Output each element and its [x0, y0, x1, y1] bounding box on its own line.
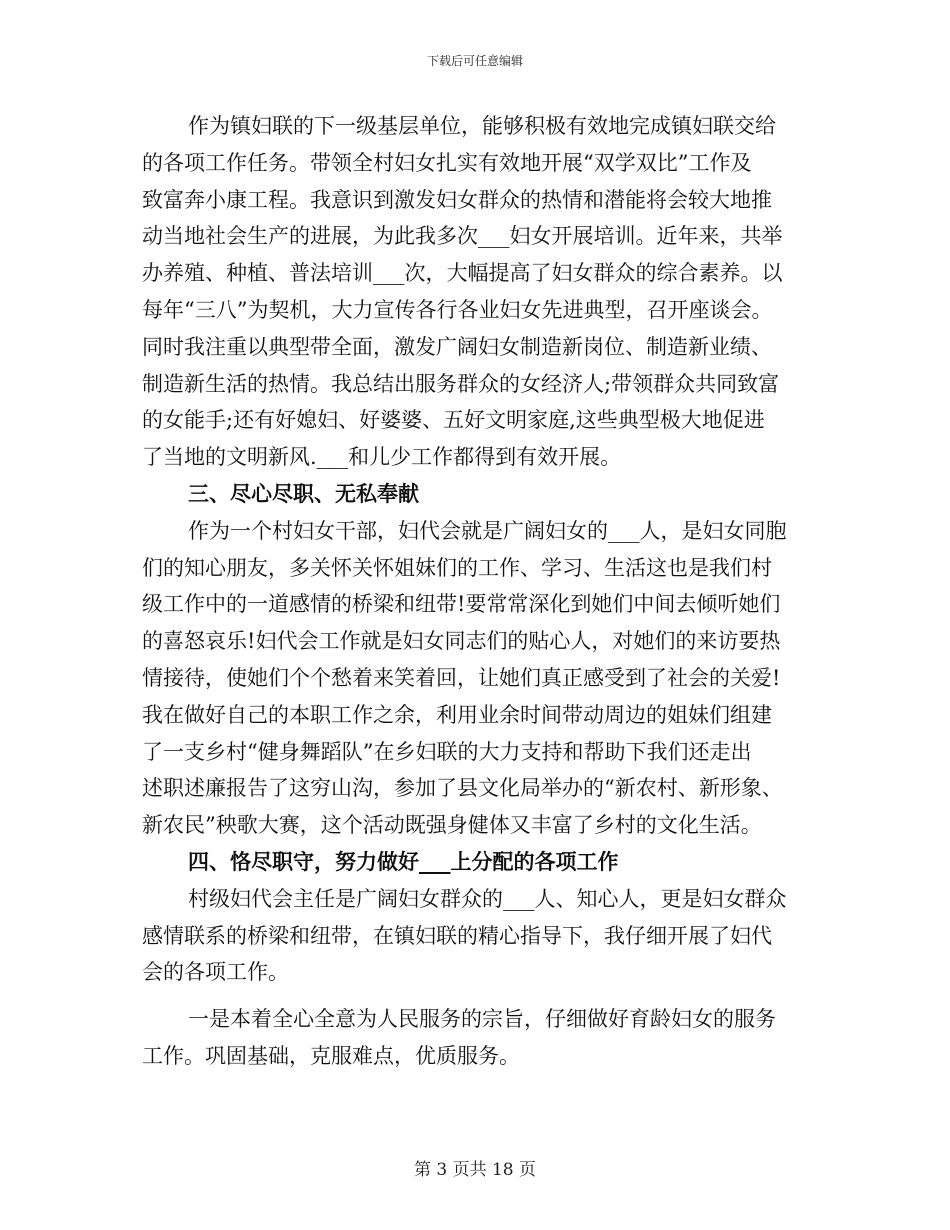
- text-line: 了一支乡村“健身舞蹈队”在乡妇联的大力支持和帮助下我们还走出: [142, 739, 752, 764]
- text-line: 感情联系的桥梁和纽带，在镇妇联的精心指导下，我仔细开展了妇代: [142, 923, 772, 948]
- text-line: 同时我注重以典型带全面，激发广阔妇女制造新岗位、制造新业绩、: [142, 334, 772, 359]
- text-line: 村级妇代会主任是广阔妇女群众的___人、知心人，更是妇女群众: [188, 886, 787, 911]
- text-line: 致富奔小康工程。我意识到激发妇女群众的热情和潜能将会较大地推: [142, 187, 772, 212]
- text-line: 我在做好自己的本职工作之余，利用业余时间带动周边的姐妹们组建: [142, 702, 772, 727]
- text-line: 一是本着全心全意为人民服务的宗旨，仔细做好育龄妇女的服务: [188, 1007, 776, 1032]
- text-line: 作为镇妇联的下一级基层单位，能够积极有效地完成镇妇联交给: [188, 114, 776, 138]
- text-line: 新农民”秧歌大赛，这个活动既强身健体又丰富了乡村的文化生活。: [142, 813, 762, 838]
- text-line: 动当地社会生产的进展，为此我多次___妇女开展培训。近年来，共举: [142, 224, 783, 249]
- text-line: 作为一个村妇女干部，妇代会就是广阔妇女的___人，是妇女同胞: [188, 518, 787, 543]
- text-line: 办养殖、种植、普法培训___次，大幅提高了妇女群众的综合素养。以: [142, 261, 783, 286]
- section-heading: 三、尽心尽职、无私奉献: [188, 481, 419, 506]
- text-line: 了当地的文明新风.___和儿少工作都得到有效开展。: [142, 445, 622, 470]
- section-heading: 四、恪尽职守，努力做好___上分配的各项工作: [188, 849, 619, 874]
- text-line: 工作。巩固基础，克服难点，优质服务。: [142, 1043, 520, 1068]
- text-line: 们的知心朋友，多关怀关怀姐妹们的工作、学习、生活这也是我们村: [142, 555, 772, 580]
- document-body: [142, 108, 810, 1075]
- text-line: 的女能手;还有好媳妇、好婆婆、五好文明家庭,这些典型极大地促进: [142, 408, 765, 433]
- paragraph-gap: [142, 991, 810, 1001]
- text-line: 情接待，使她们个个愁着来笑着回，让她们真正感受到了社会的关爱!: [142, 665, 781, 690]
- text-line: 级工作中的一道感情的桥梁和纽带!要常常深化到她们中间去倾听她们: [142, 592, 781, 617]
- page-header: 下载后可任意编辑: [426, 54, 523, 68]
- text-line: 会的各项工作。: [142, 960, 289, 985]
- text-line: 每年“三八”为契机，大力宣传各行各业妇女先进典型，召开座谈会。: [142, 297, 773, 322]
- text-line: 制造新生活的热情。我总结出服务群众的女经济人;带领群众共同致富: [142, 371, 780, 396]
- text-line: 的各项工作任务。带领全村妇女扎实有效地开展“双学双比”工作及: [142, 150, 752, 175]
- page-footer: 第 3 页共 18 页: [413, 1160, 537, 1180]
- text-line: 的喜怒哀乐!妇代会工作就是妇女同志们的贴心人，对她们的来访要热: [142, 629, 781, 654]
- text-line: 述职述廉报告了这穷山沟，参加了县文化局举办的“新农村、新形象、: [142, 776, 783, 801]
